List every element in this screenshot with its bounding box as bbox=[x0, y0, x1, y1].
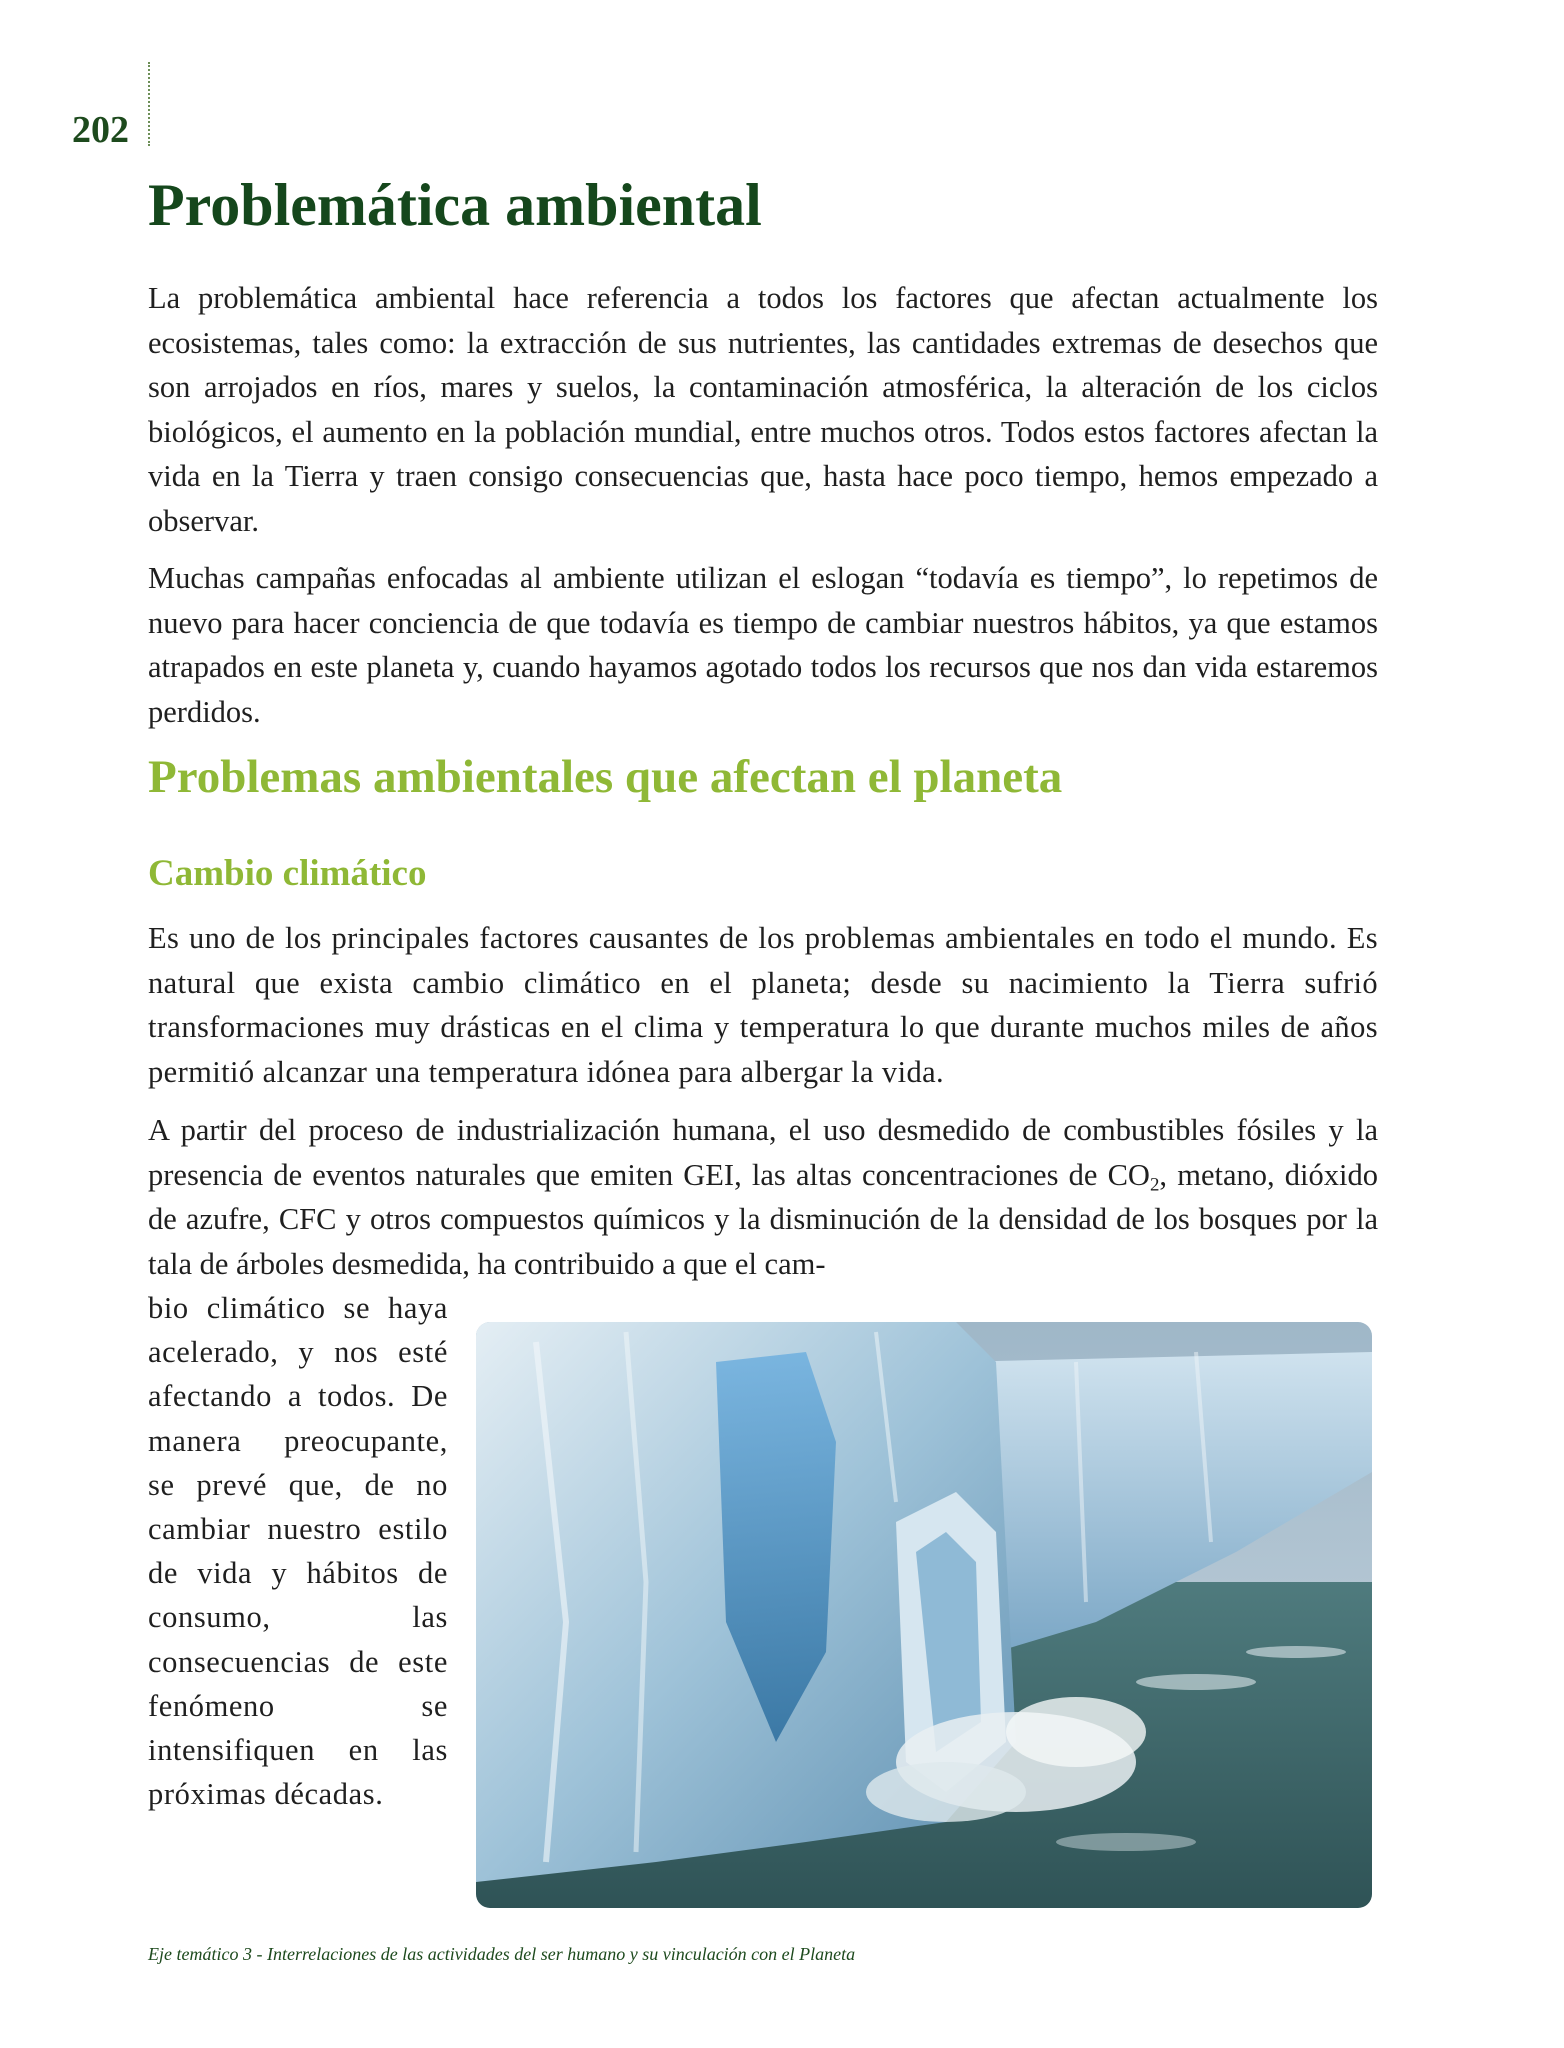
climate-paragraph-1: Es uno de los principales factores causantes de los problemas ambientales en todo el mundo. Es natural que exista cambio climático en el planeta; desde su nacimiento la Tierra sufrió transformaciones muy drásticas en el clima y temperatura lo que durante muchos miles de años permitió alcanzar una temperatura idónea para albergar la vida. bbox=[148, 921, 1378, 1089]
subsection-heading: Cambio climático bbox=[148, 853, 427, 894]
page-title: Problemática ambiental bbox=[148, 172, 762, 238]
footer-text: Eje temático 3 - Interrelaciones de las actividades del ser humano y su vinculación con el Planeta bbox=[148, 1944, 856, 1964]
climate-paragraph-2-part1: A partir del proceso de industrialización humana, el uso desmedido de combustibles fósiles y la presencia de eventos naturales que emiten GEI, las altas concentraciones de CO bbox=[148, 1113, 1378, 1192]
intro-paragraph-2: Muchas campañas enfocadas al ambiente utilizan el eslogan “todavía es tiempo”, lo repetimos de nuevo para hacer conciencia de que todavía es tiempo de cambiar nuestros hábitos, ya que estamos atrapados en este planeta y, cuando hayamos agotado todos los recursos que nos dan vida estaremos perdidos. bbox=[148, 561, 1378, 729]
wrapped-paragraph: bio climático se haya acelerado, y nos esté afectando a todos. De manera preocupante, se prevé que, de no cambiar nuestro estilo de vida y hábitos de consumo, las consecuencias de este fenómeno se intensifiquen en las próximas décadas. bbox=[148, 1291, 448, 1812]
page-number-rule bbox=[148, 62, 150, 146]
section-heading: Problemas ambientales que afectan el planeta bbox=[148, 751, 1063, 803]
climate-paragraph-2 bbox=[148, 1108, 1378, 1286]
climate-paragraph-2-part2: , metano, dióxido de azufre, CFC y otros compuestos químicos y la disminución de la densidad de los bosques por la tala de árboles desmedida, ha contribuido a que el cam- bbox=[148, 1157, 1378, 1281]
glacier-photo bbox=[476, 1322, 1372, 1908]
intro-paragraph-1: La problemática ambiental hace referencia a todos los factores que afectan actualmente los ecosistemas, tales como: la extracción de sus nutrientes, las cantidades extremas de desechos que son arrojados en ríos, mares y suelos, la contaminación atmosférica, la alteración de los ciclos biológicos, el aumento en la población mundial, entre muchos otros. Todos estos factores afectan la vida en la Tierra y traen consigo consecuencias que, hasta hace poco tiempo, hemos empezado a observar. bbox=[148, 281, 1378, 538]
glacier-illustration bbox=[476, 1322, 1372, 1908]
page-number: 202 bbox=[72, 109, 129, 151]
co2-subscript: 2 bbox=[1149, 1174, 1160, 1196]
